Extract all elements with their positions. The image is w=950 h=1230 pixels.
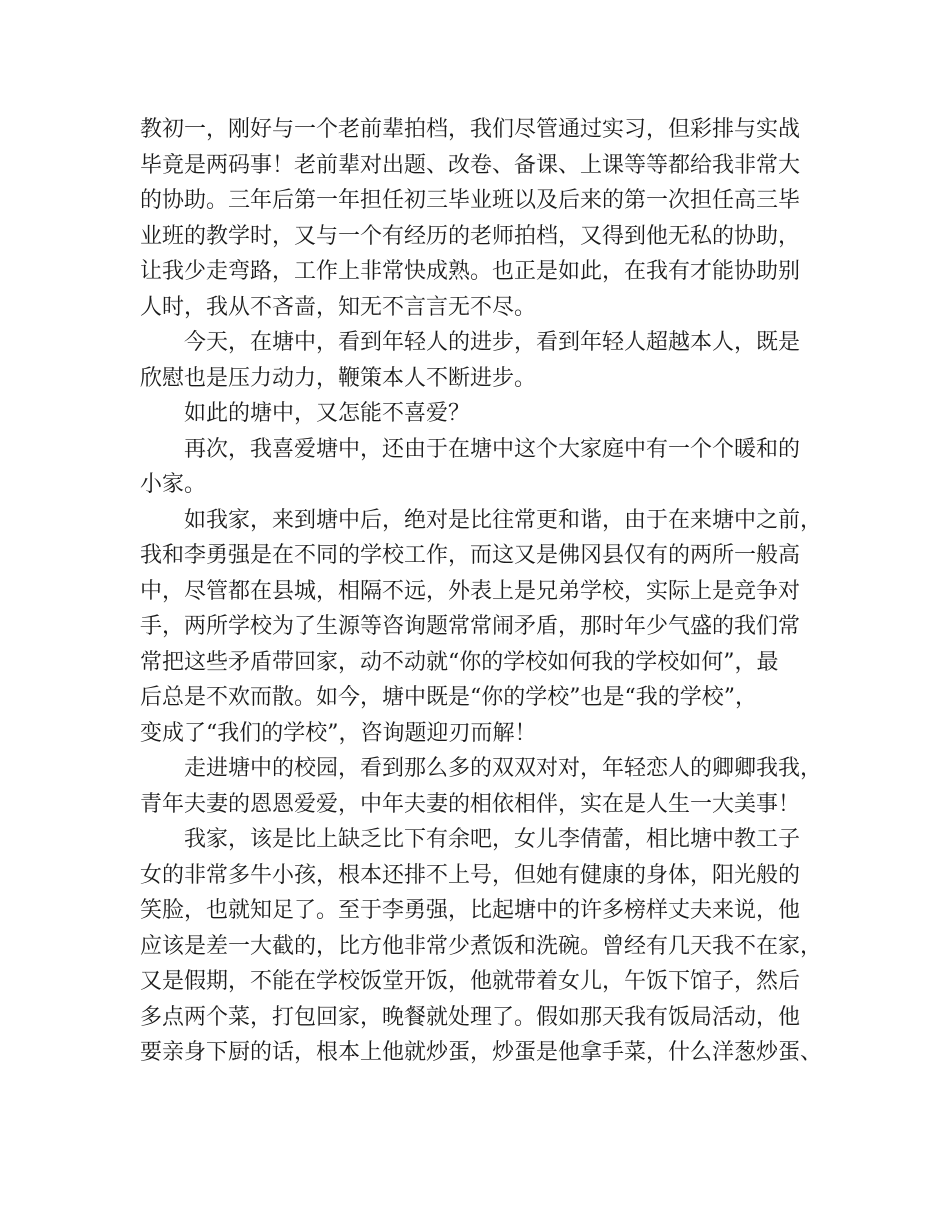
paragraph-first-line: 如我家，来到塘中后，绝对是比往常更和谐，由于在来塘中之前， xyxy=(184,507,823,533)
paragraph-first-line: 如此的塘中，又怎能不喜爱？ xyxy=(184,401,471,426)
paragraph-first-line: 再次，我喜爱塘中，还由于在塘中这个大家庭中有一个个暖和的 xyxy=(184,436,801,462)
text-line: 要亲身下厨的话，根本上他就炒蛋，炒蛋是他拿手菜，什么洋葱炒蛋、 xyxy=(140,1040,823,1065)
paragraph-first-line: 我家，该是比上缺乏比下有余吧，女儿李倩蕾，相比塘中教工子 xyxy=(184,827,801,852)
text-line: 变成了“我们的学校”，咨询题迎刃而解！ xyxy=(140,720,537,746)
text-line: 让我少走弯路，工作上非常快成熟。也正是如此，在我有才能协助别 xyxy=(140,259,801,284)
text-line: 小家。 xyxy=(140,472,207,497)
text-line: 中，尽管都在县城，相隔不远，外表上是兄弟学校，实际上是竞争对 xyxy=(140,578,801,604)
text-line: 我和李勇强是在不同的学校工作，而这又是佛冈县仅有的两所一般高 xyxy=(140,543,801,568)
text-line: 手，两所学校为了生源等咨询题常常闹矛盾，那时年少气盛的我们常 xyxy=(140,614,801,639)
text-line: 欣慰也是压力动力，鞭策本人不断进步。 xyxy=(140,365,537,391)
text-line: 又是假期，不能在学校饭堂开饭，他就带着女儿，午饭下馆子，然后 xyxy=(140,969,801,994)
text-line: 女的非常多牛小孩，根本还排不上号，但她有健康的身体，阳光般的 xyxy=(140,862,801,888)
text-line: 人时，我从不吝啬，知无不言言无不尽。 xyxy=(140,294,537,320)
text-line: 毕竟是两码事！老前辈对出题、改卷、备课、上课等等都给我非常大 xyxy=(140,152,801,178)
text-line: 笑脸，也就知足了。至于李勇强，比起塘中的许多榜样丈夫来说，他 xyxy=(140,898,801,923)
text-line: 应该是差一大截的，比方他非常少煮饭和洗碗。曾经有几天我不在家， xyxy=(140,933,823,959)
body-text xyxy=(140,112,823,1071)
text-line: 的协助。三年后第一年担任初三毕业班以及后来的第一次担任高三毕 xyxy=(140,188,801,213)
text-line: 教初一，刚好与一个老前辈拍档，我们尽管通过实习，但彩排与实战 xyxy=(140,117,801,142)
text-line: 后总是不欢而散。如今，塘中既是“你的学校”也是“我的学校”， xyxy=(140,685,757,710)
text-line: 常把这些矛盾带回家，动不动就“你的学校如何我的学校如何”，最 xyxy=(140,649,779,675)
text-line: 多点两个菜，打包回家，晚餐就处理了。假如那天我有饭局活动，他 xyxy=(140,1004,801,1030)
paragraph-first-line: 今天，在塘中，看到年轻人的进步，看到年轻人超越本人，既是 xyxy=(184,330,801,355)
text-line: 青年夫妻的恩恩爱爱，中年夫妻的相依相伴，实在是人生一大美事！ xyxy=(140,791,801,817)
paragraph-first-line: 走进塘中的校园，看到那么多的双双对对，年轻恋人的卿卿我我， xyxy=(184,756,823,781)
text-line: 业班的教学时，又与一个有经历的老师拍档，又得到他无私的协助， xyxy=(140,223,801,249)
